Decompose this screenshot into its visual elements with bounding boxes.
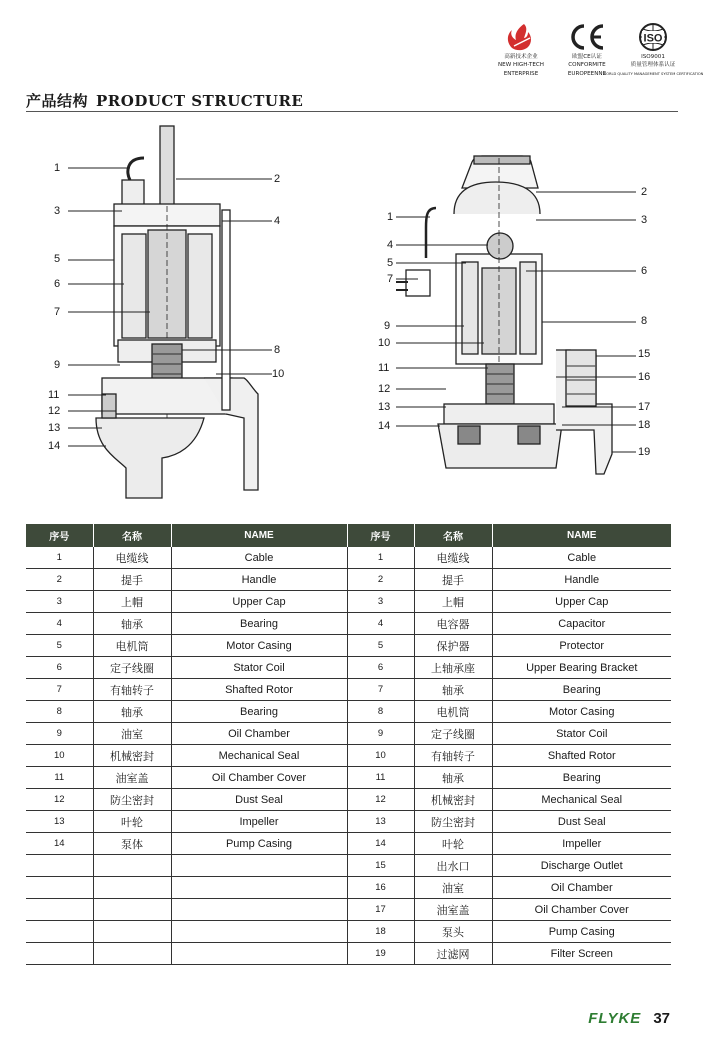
logo-caption-en: CONFORMITE — [568, 62, 606, 69]
callout-right: 9 — [384, 320, 391, 332]
callout-left: 8 — [274, 344, 281, 356]
cell-name-en: Upper Cap — [171, 591, 347, 613]
cell-name-en: Protector — [492, 635, 671, 657]
logo-caption-en: ISO9001 — [641, 54, 665, 60]
cell-name-cn: 有轴转子 — [93, 679, 171, 701]
cell-name-en: Motor Casing — [492, 701, 671, 723]
cell-name-en: Capacitor — [492, 613, 671, 635]
logo-caption-cn: 欧盟CE认证 — [572, 54, 602, 60]
cell-no: 9 — [26, 723, 93, 745]
cell-name-cn: 轴承 — [93, 613, 171, 635]
cell-name-en: Oil Chamber — [492, 877, 671, 899]
cell-no: 4 — [26, 613, 93, 635]
cell-no: 18 — [347, 921, 414, 943]
cell-no: 6 — [347, 657, 414, 679]
cell-name-cn: 出水口 — [414, 855, 492, 877]
cell-name-cn: 机械密封 — [414, 789, 492, 811]
cell-name-en — [171, 899, 347, 921]
cell-name-en: Stator Coil — [492, 723, 671, 745]
callout-left: 3 — [54, 205, 61, 217]
cell-name-cn: 保护器 — [414, 635, 492, 657]
table-header-row — [26, 524, 671, 547]
table-row — [26, 767, 671, 789]
table-row — [26, 789, 671, 811]
cell-name-cn: 上帽 — [93, 591, 171, 613]
table-row — [26, 591, 671, 613]
cell-no — [26, 877, 93, 899]
cell-no: 8 — [347, 701, 414, 723]
brand-logo: FLYKE — [588, 1010, 642, 1027]
cell-name-en: Shafted Rotor — [171, 679, 347, 701]
cell-name-cn: 轴承 — [414, 767, 492, 789]
callout-right: 11 — [378, 362, 390, 374]
cell-name-en: Dust Seal — [492, 811, 671, 833]
callout-right: 17 — [638, 401, 651, 413]
cell-no: 14 — [347, 833, 414, 855]
cell-name-en: Filter Screen — [492, 943, 671, 965]
table-row — [26, 657, 671, 679]
cell-name-en: Bearing — [492, 767, 671, 789]
callout-left: 9 — [54, 359, 61, 371]
header-en-left: NAME — [171, 524, 347, 547]
page-number: 37 — [653, 1010, 670, 1027]
cell-no: 4 — [347, 613, 414, 635]
logo-caption-cn: 质量管理体系认证 — [630, 62, 676, 69]
cell-no — [26, 921, 93, 943]
cell-no — [26, 899, 93, 921]
table-row — [26, 745, 671, 767]
cell-name-en — [171, 877, 347, 899]
callout-right: 13 — [378, 401, 391, 413]
cell-no: 17 — [347, 899, 414, 921]
cell-no: 12 — [347, 789, 414, 811]
callout-left: 5 — [54, 253, 61, 265]
cell-name-cn: 定子线圈 — [93, 657, 171, 679]
high-tech-flame-icon — [504, 22, 538, 52]
cell-name-cn — [93, 877, 171, 899]
cell-name-cn: 油室盖 — [93, 767, 171, 789]
cell-name-en: Pump Casing — [171, 833, 347, 855]
iso-badge-text: ISO — [643, 32, 663, 45]
cell-name-cn: 有轴转子 — [414, 745, 492, 767]
callout-right: 1 — [387, 211, 394, 223]
cell-name-cn: 提手 — [93, 569, 171, 591]
parts-table — [26, 524, 671, 965]
ce-mark-icon — [567, 22, 607, 52]
callout-left: 10 — [272, 368, 285, 380]
cell-name-cn: 防尘密封 — [414, 811, 492, 833]
table-row — [26, 855, 671, 877]
cell-no: 3 — [26, 591, 93, 613]
callout-right: 6 — [641, 265, 648, 277]
callout-right: 10 — [378, 337, 391, 349]
cell-name-cn — [93, 855, 171, 877]
cell-no: 15 — [347, 855, 414, 877]
cell-name-en — [171, 855, 347, 877]
cell-name-cn — [93, 899, 171, 921]
title-divider — [26, 111, 678, 112]
cell-no: 12 — [26, 789, 93, 811]
cell-no: 9 — [347, 723, 414, 745]
page-title-cn: 产品结构 — [26, 92, 89, 110]
table-row — [26, 679, 671, 701]
table-row — [26, 547, 671, 569]
cell-name-cn: 电容器 — [414, 613, 492, 635]
high-tech-logo — [496, 22, 546, 77]
table-row — [26, 943, 671, 965]
cell-no: 1 — [347, 547, 414, 569]
cell-name-cn: 叶轮 — [93, 811, 171, 833]
cell-no: 2 — [347, 569, 414, 591]
cell-no: 11 — [347, 767, 414, 789]
cell-name-cn: 上帽 — [414, 591, 492, 613]
cell-name-cn: 过滤网 — [414, 943, 492, 965]
logo-caption-en: ENTERPRISE — [503, 70, 539, 77]
certification-logos — [496, 22, 704, 77]
cell-name-cn: 泵体 — [93, 833, 171, 855]
table-row — [26, 921, 671, 943]
cell-name-cn: 电缆线 — [414, 547, 492, 569]
cell-name-cn: 油室盖 — [414, 899, 492, 921]
callout-left: 2 — [274, 173, 281, 185]
logo-caption-cn: 高新技术企业 — [504, 54, 538, 60]
cell-name-en: Oil Chamber Cover — [171, 767, 347, 789]
cell-name-cn: 提手 — [414, 569, 492, 591]
logo-caption-en: WORLD QUALITY MANAGEMENT SYSTEM CERTIFICATION — [602, 71, 704, 76]
header-cn-right: 名称 — [414, 524, 492, 547]
cell-name-cn: 机械密封 — [93, 745, 171, 767]
logo-caption-en: NEW HIGH-TECH — [498, 62, 544, 69]
cell-name-cn: 轴承 — [93, 701, 171, 723]
header-en-right: NAME — [492, 524, 671, 547]
table-row — [26, 635, 671, 657]
table-row — [26, 569, 671, 591]
callout-right: 16 — [638, 371, 651, 383]
table-row — [26, 833, 671, 855]
cell-no: 16 — [347, 877, 414, 899]
cell-no: 8 — [26, 701, 93, 723]
cell-no: 2 — [26, 569, 93, 591]
page-title — [26, 90, 303, 111]
cell-name-cn: 油室 — [93, 723, 171, 745]
cell-no: 10 — [347, 745, 414, 767]
table-row — [26, 811, 671, 833]
cell-name-en: Mechanical Seal — [171, 745, 347, 767]
cell-name-en: Upper Bearing Bracket — [492, 657, 671, 679]
cell-name-en: Handle — [171, 569, 347, 591]
header-no-left: 序号 — [26, 524, 93, 547]
cell-no: 1 — [26, 547, 93, 569]
cell-name-en: Dust Seal — [171, 789, 347, 811]
cell-name-en: Mechanical Seal — [492, 789, 671, 811]
callout-right: 7 — [387, 273, 394, 285]
callout-right: 18 — [638, 419, 651, 431]
callout-left: 6 — [54, 278, 61, 290]
cell-name-en — [171, 943, 347, 965]
cell-name-en: Cable — [492, 547, 671, 569]
page-footer — [588, 1010, 670, 1027]
cell-no: 14 — [26, 833, 93, 855]
cell-name-en: Motor Casing — [171, 635, 347, 657]
product-structure-diagram — [26, 118, 671, 508]
table-row — [26, 899, 671, 921]
cell-no: 5 — [26, 635, 93, 657]
cell-name-cn: 电机筒 — [414, 701, 492, 723]
cell-name-en: Handle — [492, 569, 671, 591]
cell-name-cn: 泵头 — [414, 921, 492, 943]
cell-no: 13 — [26, 811, 93, 833]
cell-name-en: Oil Chamber — [171, 723, 347, 745]
cell-no: 7 — [26, 679, 93, 701]
cell-name-cn — [93, 943, 171, 965]
cell-no: 3 — [347, 591, 414, 613]
callout-right: 5 — [387, 257, 394, 269]
cell-name-en: Bearing — [171, 613, 347, 635]
cell-name-cn — [93, 921, 171, 943]
callout-left: 4 — [274, 215, 281, 227]
cell-name-en: Impeller — [171, 811, 347, 833]
page-title-en: PRODUCT STRUCTURE — [96, 92, 304, 110]
iso-globe-icon — [635, 22, 671, 52]
cell-no: 11 — [26, 767, 93, 789]
callout-right: 2 — [641, 186, 648, 198]
table-row — [26, 877, 671, 899]
cell-name-en: Upper Cap — [492, 591, 671, 613]
cell-no: 13 — [347, 811, 414, 833]
cell-no: 10 — [26, 745, 93, 767]
callout-right: 14 — [378, 420, 391, 432]
header-cn-left: 名称 — [93, 524, 171, 547]
cell-name-en: Shafted Rotor — [492, 745, 671, 767]
callout-right: 19 — [638, 446, 651, 458]
callout-right: 8 — [641, 315, 648, 327]
cell-name-en: Stator Coil — [171, 657, 347, 679]
callout-right: 12 — [378, 383, 391, 395]
callout-left: 13 — [48, 422, 61, 434]
iso-logo — [602, 22, 704, 77]
cell-name-en: Impeller — [492, 833, 671, 855]
cell-name-cn: 电机筒 — [93, 635, 171, 657]
cell-no: 19 — [347, 943, 414, 965]
callout-left: 7 — [54, 306, 61, 318]
callout-left: 1 — [54, 162, 61, 174]
ce-logo — [562, 22, 612, 77]
cell-name-cn: 叶轮 — [414, 833, 492, 855]
callout-right: 4 — [387, 239, 394, 251]
cell-name-en: Bearing — [171, 701, 347, 723]
header-no-right: 序号 — [347, 524, 414, 547]
cell-name-cn: 电缆线 — [93, 547, 171, 569]
table-row — [26, 613, 671, 635]
cell-name-en: Oil Chamber Cover — [492, 899, 671, 921]
callout-left: 12 — [48, 405, 61, 417]
cell-name-cn: 防尘密封 — [93, 789, 171, 811]
cell-name-cn: 定子线圈 — [414, 723, 492, 745]
cell-name-cn: 上轴承座 — [414, 657, 492, 679]
cell-no: 6 — [26, 657, 93, 679]
cell-no — [26, 943, 93, 965]
callout-left: 11 — [48, 389, 60, 401]
cell-name-cn: 轴承 — [414, 679, 492, 701]
cell-name-en: Bearing — [492, 679, 671, 701]
callout-left: 14 — [48, 440, 61, 452]
logo-caption-en: EUROPEENNE — [567, 70, 607, 77]
cell-name-en — [171, 921, 347, 943]
cell-name-cn: 油室 — [414, 877, 492, 899]
table-row — [26, 723, 671, 745]
callout-right: 15 — [638, 348, 651, 360]
cell-no — [26, 855, 93, 877]
callout-right: 3 — [641, 214, 648, 226]
cell-no: 7 — [347, 679, 414, 701]
table-row — [26, 701, 671, 723]
cell-name-en: Discharge Outlet — [492, 855, 671, 877]
cell-name-en: Cable — [171, 547, 347, 569]
cell-no: 5 — [347, 635, 414, 657]
cell-name-en: Pump Casing — [492, 921, 671, 943]
